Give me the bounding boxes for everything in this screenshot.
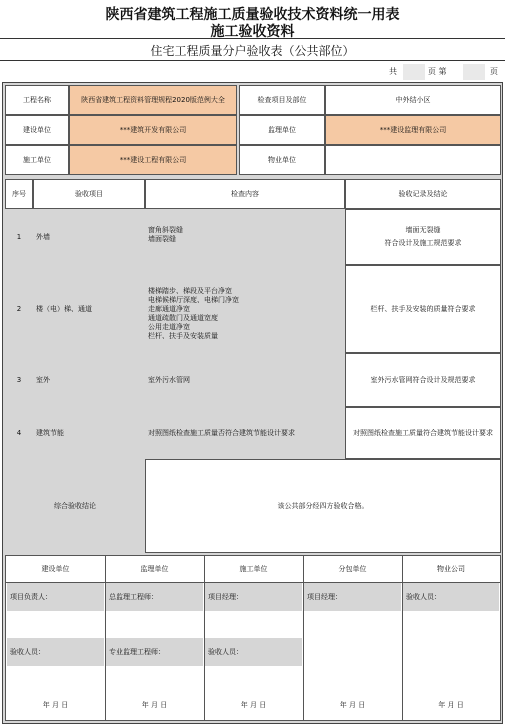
signoff-unit-contractor: 施工单位 bbox=[239, 564, 268, 573]
signoff-inspector-contractor[interactable]: 验收人员： bbox=[205, 638, 302, 666]
property-value[interactable] bbox=[325, 145, 501, 175]
row-4-item: 建筑节能 bbox=[33, 407, 145, 459]
form-title: 住宅工程质量分户验收表（公共部位） bbox=[150, 44, 355, 58]
project-name-value[interactable]: 陕西省建筑工程资料管理规程2020版范例大全 bbox=[69, 85, 237, 115]
row-2-content-line: 走廊通道净宽 bbox=[148, 305, 190, 313]
row-3-content-line: 室外污水管网 bbox=[148, 375, 190, 384]
signoff-date-contractor[interactable]: 年 月 日 bbox=[240, 700, 267, 709]
row-2-item: 楼（电）梯、通道 bbox=[33, 265, 145, 353]
row-3-record-line: 室外污水管网符合设计及规范要求 bbox=[370, 375, 476, 384]
row-2-record-line: 栏杆、扶手及安装的质量符合要求 bbox=[370, 304, 476, 313]
conclusion-label: 综合验收结论 bbox=[5, 459, 145, 553]
row-4-content-line: 对照图纸检查施工质量否符合建筑节能设计要求 bbox=[148, 428, 295, 437]
row-2-content bbox=[145, 265, 345, 353]
project-name-label: 工程名称 bbox=[5, 85, 69, 115]
signoff-unit-builder: 建设单位 bbox=[41, 564, 70, 573]
row-2-content-line: 电梯候梯厅深度、电梯门净宽 bbox=[148, 296, 239, 304]
header-record: 验收记录及结论 bbox=[345, 179, 501, 209]
row-4-content bbox=[145, 407, 345, 459]
row-4-no: 4 bbox=[5, 407, 33, 459]
row-1-content-line: 窗角斜裂缝 bbox=[148, 226, 183, 234]
inspect-item-value[interactable]: 中外结小区 bbox=[325, 85, 501, 115]
contractor-value[interactable]: ***建设工程有限公司 bbox=[69, 145, 237, 175]
row-2-content-line: 通道疏散门及通道宽度 bbox=[148, 314, 218, 322]
signoff-role-property[interactable]: 验收人员： bbox=[403, 583, 499, 611]
signoff-unit-property: 物业公司 bbox=[437, 564, 465, 573]
header-content: 检查内容 bbox=[145, 179, 345, 209]
signoff-role-supervisor[interactable]: 总监理工程师： bbox=[106, 583, 203, 611]
row-1-content-line: 墙面裂缝 bbox=[148, 235, 176, 243]
page-current-prefix: 页 第 bbox=[428, 67, 447, 76]
conclusion-value[interactable]: 该公共部分经四方验收合格。 bbox=[145, 459, 501, 553]
signoff-unit-subcontractor: 分包单位 bbox=[338, 564, 367, 573]
page-total-field[interactable] bbox=[403, 64, 425, 80]
row-3-no: 3 bbox=[5, 353, 33, 407]
signoff-role-contractor[interactable]: 项目经理： bbox=[205, 583, 302, 611]
row-2-content-line: 楼梯踏步、梯段及平台净宽 bbox=[148, 287, 232, 295]
signoff-date-supervisor[interactable]: 年 月 日 bbox=[141, 700, 168, 709]
row-1-record-line: 墙面无裂缝 bbox=[405, 226, 441, 234]
row-1-record[interactable] bbox=[345, 209, 501, 265]
row-4-record[interactable] bbox=[345, 407, 501, 459]
property-label: 物业单位 bbox=[239, 145, 325, 175]
row-2-record[interactable] bbox=[345, 265, 501, 353]
row-2-no: 2 bbox=[5, 265, 33, 353]
row-4-record-line: 对照图纸检查施工质量符合建筑节能设计要求 bbox=[353, 428, 493, 437]
row-1-item: 外墙 bbox=[33, 209, 145, 265]
signoff-inspector-builder[interactable]: 验收人员： bbox=[7, 638, 104, 666]
document-subtitle: 施工验收资料 bbox=[210, 24, 295, 40]
row-3-content bbox=[145, 353, 345, 407]
row-3-item: 室外 bbox=[33, 353, 145, 407]
document-title: 陕西省建筑工程施工质量验收技术资料统一用表 bbox=[105, 7, 400, 23]
contractor-label: 施工单位 bbox=[5, 145, 69, 175]
signoff-unit-supervisor: 监理单位 bbox=[140, 564, 169, 573]
page-total-prefix: 共 bbox=[389, 67, 397, 76]
row-3-record[interactable] bbox=[345, 353, 501, 407]
supervisor-label: 监理单位 bbox=[239, 115, 325, 145]
acceptance-form bbox=[2, 82, 503, 724]
inspect-item-label: 检查项目及部位 bbox=[239, 85, 325, 115]
signoff-section bbox=[5, 555, 501, 721]
builder-label: 建设单位 bbox=[5, 115, 69, 145]
signoff-role-builder[interactable]: 项目负责人： bbox=[7, 583, 104, 611]
row-2-content-line: 栏杆、扶手及安装质量 bbox=[148, 332, 218, 340]
form-title-divider bbox=[0, 60, 505, 61]
signoff-date-subcontractor[interactable]: 年 月 日 bbox=[339, 700, 366, 709]
row-1-no: 1 bbox=[5, 209, 33, 265]
row-2-content-line: 公用走道净宽 bbox=[148, 323, 190, 331]
signoff-date-property[interactable]: 年 月 日 bbox=[438, 700, 464, 709]
title-divider bbox=[0, 38, 505, 39]
page-current-suffix: 页 bbox=[490, 67, 498, 76]
header-item: 验收项目 bbox=[33, 179, 145, 209]
supervisor-value[interactable]: ***建设监理有限公司 bbox=[325, 115, 501, 145]
signoff-date-builder[interactable]: 年 月 日 bbox=[42, 700, 69, 709]
page-current-field[interactable] bbox=[463, 64, 485, 80]
row-1-record-line: 符合设计及施工规范要求 bbox=[384, 239, 462, 247]
row-1-content bbox=[145, 209, 345, 265]
signoff-role-subcontractor[interactable]: 项目经理： bbox=[304, 583, 401, 611]
builder-value[interactable]: ***建筑开发有限公司 bbox=[69, 115, 237, 145]
header-no: 序号 bbox=[5, 179, 33, 209]
signoff-inspector-supervisor[interactable]: 专业监理工程师： bbox=[106, 638, 203, 666]
